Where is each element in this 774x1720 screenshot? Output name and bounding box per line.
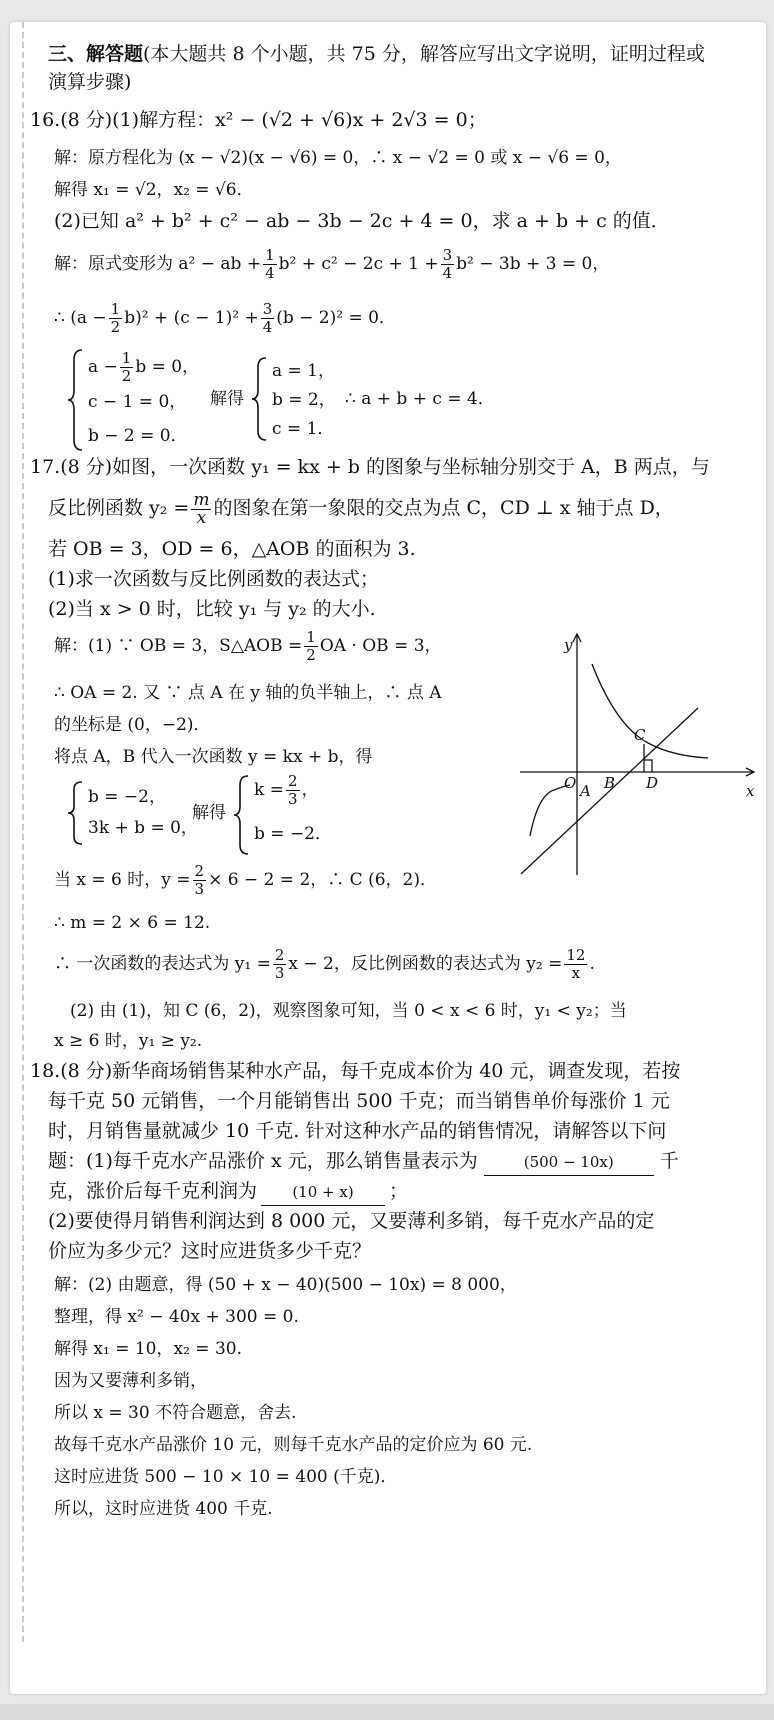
q17-sys2-l1-pre: k =: [254, 780, 284, 800]
q16-a3-post: b² − 3b + 3 = 0，: [456, 254, 610, 274]
q17-stem2-post: 的图象在第一象限的交点为点 C，CD ⊥ x 轴于点 D，: [213, 497, 674, 519]
q17-system-1: [88, 782, 198, 844]
q16-a4-post: (b − 2)² = 0．: [276, 308, 396, 328]
blank-answer-2[interactable]: (10 + x): [261, 1179, 385, 1206]
numerator: 1: [306, 628, 316, 646]
point-o-label: O: [564, 774, 577, 792]
q17-a1-pre: 解：(1) ∵ OB = 3，S△AOB =: [54, 636, 303, 656]
fraction: [193, 863, 207, 898]
q17-answer-line-9: x ≥ 6 时，y₁ ≥ y₂.: [54, 1031, 203, 1051]
numerator: 2: [287, 772, 298, 790]
q16-sys2-line2: b = 2，: [272, 390, 336, 410]
section-title: 三、解答题: [48, 43, 144, 65]
q18-stem-3: 时，月销售量就减少 10 千克. 针对这种水产品的销售情况，请解答以下问: [48, 1120, 667, 1142]
q16-part2: (2)已知 a² + b² + c² − ab − 3b − 2c + 4 = 0，求 a + b + c 的值．: [54, 210, 670, 232]
q17-a7-mid: x − 2，反比例函数的表达式为 y₂ =: [288, 954, 563, 974]
denominator: 4: [442, 264, 453, 282]
q18-stem-6: (2)要使得月销售利润达到 8 000 元，又要薄利多销，每千克水产品的定: [48, 1210, 655, 1232]
left-brace-icon: [66, 348, 86, 452]
denominator: x: [571, 964, 581, 982]
q18-stem-5: [48, 1178, 408, 1206]
fraction: [191, 489, 211, 528]
q17-system-2: [254, 768, 332, 856]
fraction: [564, 947, 587, 982]
denominator: 3: [274, 964, 285, 982]
q17-sys1-line1: b = −2，: [88, 787, 166, 807]
q17-stem-5: (2)当 x > 0 时，比较 y₁ 与 y₂ 的大小.: [48, 598, 376, 620]
denominator: 3: [194, 880, 205, 898]
q17-stem-2: [48, 488, 674, 528]
x-axis-label: x: [746, 782, 755, 800]
q16-answer-line-1: 解：原方程化为 (x − √2)(x − √6) = 0，∴ x − √2 = 0 或 x − √6 = 0，: [54, 148, 622, 168]
q16-stem: 16.(8 分)(1)解方程：x² − (√2 + √6)x + 2√3 = 0；: [30, 109, 487, 131]
q17-a5-post: × 6 − 2 = 2，∴ C (6，2)．: [208, 870, 437, 890]
q16-answer-line-2: 解得 x₁ = √2，x₂ = √6．: [54, 180, 254, 200]
numerator: 1: [121, 349, 132, 367]
function-graph: [520, 630, 760, 880]
q18-stem5-pre: 克，涨价后每千克利润为: [48, 1180, 258, 1202]
q16-solve-word: 解得: [210, 389, 244, 409]
q16-system-2: [272, 357, 336, 444]
numerator: 2: [194, 862, 205, 880]
q18-answer-line-2: 整理，得 x² − 40x + 300 = 0.: [54, 1307, 299, 1327]
point-a-label: A: [580, 782, 591, 800]
left-brace-icon: [232, 774, 252, 856]
q17-answer-line-3: 的坐标是 (0，−2)．: [54, 715, 211, 735]
q17-answer-line-6: ∴ m = 2 × 6 = 12.: [54, 913, 211, 933]
q18-stem-7: 价应为多少元？这时应进货多少千克？: [48, 1240, 372, 1262]
q17-answer-line-2: ∴ OA = 2. 又 ∵ 点 A 在 y 轴的负半轴上，∴ 点 A: [54, 683, 442, 703]
denominator: x: [196, 507, 207, 528]
q16-a4-pre: ∴ (a −: [54, 308, 107, 328]
q16-sys2-line3: c = 1．: [272, 419, 335, 439]
q18-stem5-post: ；: [389, 1180, 409, 1202]
q16-sys1-l1-pre: a −: [88, 357, 118, 377]
q16-sys1-line3: b − 2 = 0．: [88, 426, 188, 446]
numerator: 3: [442, 246, 453, 264]
q18-stem-2: 每千克 50 元销售，一个月能销售出 500 千克；而当销售单价每涨价 1 元: [48, 1090, 670, 1112]
point-c-label: C: [634, 726, 646, 744]
hyperbola-branch-q3: [530, 785, 570, 836]
q17-answer-line-8: (2) 由 (1)，知 C (6，2)，观察图象可知，当 0 < x < 6 时，y₁ < y₂；当: [70, 1001, 627, 1021]
section-heading: [48, 41, 705, 67]
worksheet-page: [10, 22, 766, 1694]
fraction: [120, 350, 134, 385]
q17-solve-word: 解得: [192, 803, 226, 823]
denominator: 2: [110, 318, 121, 336]
fraction: [304, 629, 318, 664]
fraction: [441, 247, 455, 282]
q17-a7-pre: ∴ 一次函数的表达式为 y₁ =: [54, 954, 271, 974]
footer-bar: [0, 1704, 774, 1720]
q18-stem-4: [48, 1148, 679, 1176]
q17-sys2-line1: [254, 768, 332, 812]
margin-rule: [22, 22, 24, 1642]
q18-answer-line-5: 所以 x = 30 不符合题意，舍去.: [54, 1403, 297, 1423]
q18-answer-line-7: 这时应进货 500 − 10 × 10 = 400 (千克)．: [54, 1467, 398, 1487]
numerator: 3: [262, 300, 273, 318]
q17-answer-line-4: 将点 A，B 代入一次函数 y = kx + b，得: [54, 747, 373, 767]
q18-answer-line-1: 解：(2) 由题意，得 (50 + x − 40)(500 − 10x) = 8 000，: [54, 1275, 517, 1295]
q17-a5-pre: 当 x = 6 时，y =: [54, 870, 191, 890]
q17-stem-1: 17.(8 分)如图，一次函数 y₁ = kx + b 的图象与坐标轴分别交于 A，B 两点，与: [30, 456, 710, 478]
hyperbola-branch-q1: [592, 664, 708, 758]
numerator: 2: [274, 946, 285, 964]
q17-answer-line-1: [54, 626, 442, 666]
point-b-label: B: [604, 774, 616, 792]
q17-sys2-l1-post: ，: [301, 780, 319, 800]
denominator: 3: [287, 790, 298, 808]
q16-sys1-line1: [88, 350, 199, 385]
left-brace-icon: [66, 780, 86, 846]
q17-a7-post: .: [589, 954, 595, 974]
denominator: 4: [265, 264, 275, 282]
q17-answer-line-5: [54, 860, 437, 900]
fraction: [263, 247, 277, 282]
q18-answer-line-6: 故每千克水产品涨价 10 元，则每千克水产品的定价应为 60 元.: [54, 1435, 533, 1455]
q18-answer-line-3: 解得 x₁ = 10，x₂ = 30.: [54, 1339, 242, 1359]
denominator: 2: [121, 367, 132, 385]
q17-stem-4: (1)求一次函数与反比例函数的表达式；: [48, 568, 379, 590]
fraction: [286, 773, 300, 808]
q18-answer-line-8: 所以，这时应进货 400 千克.: [54, 1499, 273, 1519]
q16-answer-line-4: [54, 298, 396, 338]
numerator: m: [193, 489, 210, 510]
numerator: 1: [265, 246, 275, 264]
q18-answer-line-4: 因为又要薄利多销，: [54, 1371, 207, 1391]
right-angle-mark: [644, 760, 652, 772]
fraction: [273, 947, 287, 982]
section-note: (本大题共 8 个小题，共 75 分，解答应写出文字说明，证明过程或: [143, 43, 705, 65]
q18-stem-1: 18.(8 分)新华商场销售某种水产品，每千克成本价为 40 元，调查发现，若按: [30, 1060, 681, 1082]
q16-conclusion: ∴ a + b + c = 4．: [345, 389, 495, 409]
q16-sys1-line2: c − 1 = 0，: [88, 392, 187, 412]
q17-sys1-line2: 3k + b = 0，: [88, 818, 198, 838]
q18-stem4-post: 千: [659, 1150, 679, 1172]
numerator: 1: [110, 300, 121, 318]
q16-a3-mid: b² + c² − 2c + 1 +: [278, 254, 439, 274]
left-brace-icon: [250, 356, 270, 442]
denominator: 2: [306, 646, 316, 664]
q18-stem4-pre: 题：(1)每千克水产品涨价 x 元，那么销售量表示为: [48, 1150, 478, 1172]
numerator: 12: [566, 946, 586, 964]
point-d-label: D: [646, 774, 659, 792]
q16-a3-pre: 解：原式变形为 a² − ab +: [54, 254, 262, 274]
q16-a4-mid: b)² + (c − 1)² +: [124, 308, 259, 328]
denominator: 4: [262, 318, 273, 336]
q16-sys2-line1: a = 1，: [272, 361, 336, 381]
q16-system-1: [88, 350, 199, 453]
fraction: [109, 301, 123, 336]
blank-answer-1[interactable]: (500 − 10x): [484, 1149, 654, 1176]
q17-answer-line-7: [54, 944, 595, 984]
q17-stem-3: 若 OB = 3，OD = 6，△AOB 的面积为 3.: [48, 538, 416, 560]
q16-answer-line-3: [54, 244, 609, 284]
fraction: [261, 301, 275, 336]
q16-sys1-l1-post: b = 0，: [135, 357, 200, 377]
q17-stem2-pre: 反比例函数 y₂ =: [48, 497, 190, 519]
q17-a1-post: OA · OB = 3，: [319, 636, 442, 656]
section-note-cont: 演算步骤): [48, 71, 132, 93]
q17-sys2-line2: b = −2．: [254, 824, 332, 844]
y-axis-label: y: [564, 636, 573, 654]
